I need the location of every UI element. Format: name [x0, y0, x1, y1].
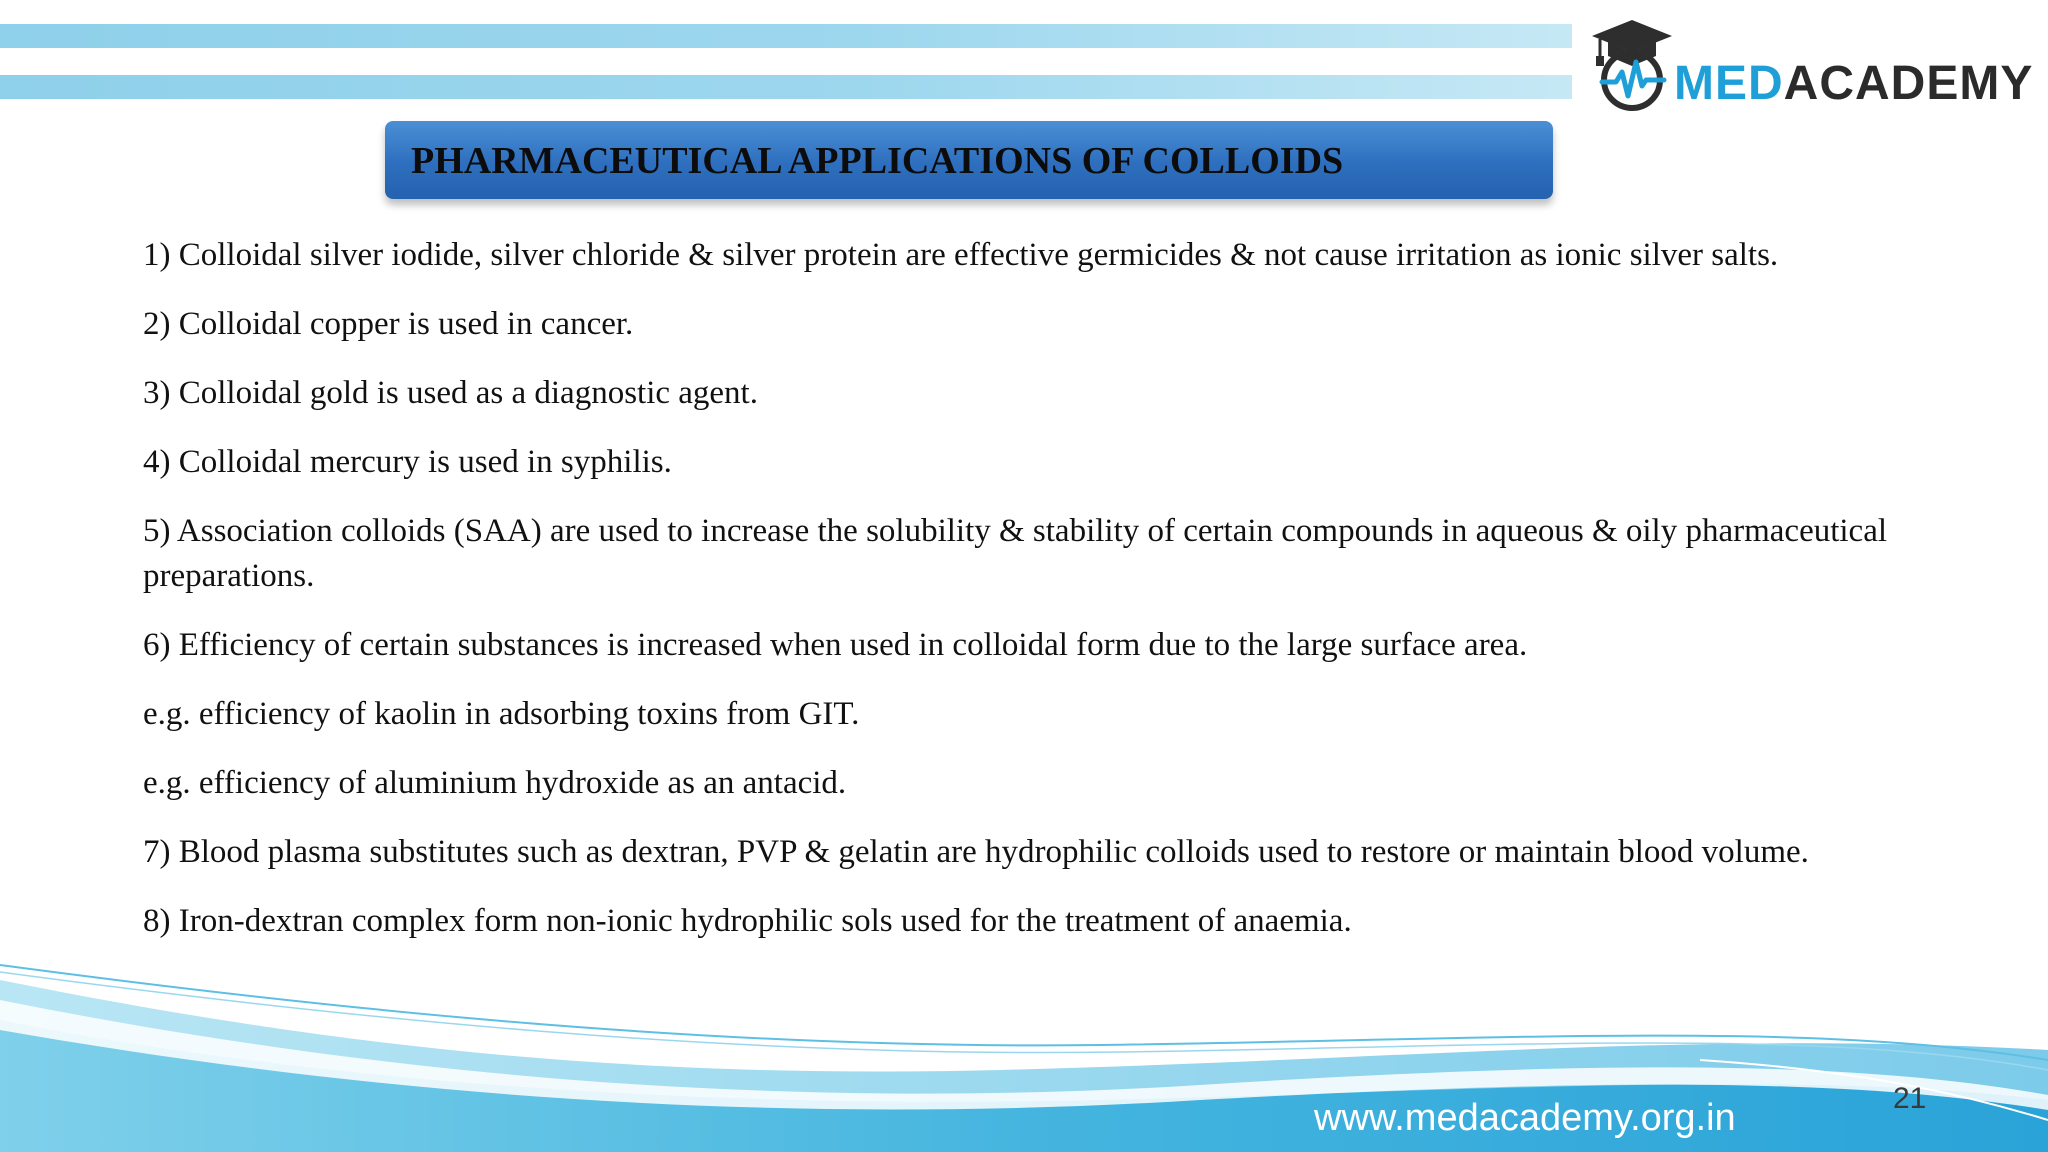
graduation-cap-icon	[1588, 12, 1678, 112]
list-item: e.g. efficiency of aluminium hydroxide as an antacid.	[143, 765, 847, 801]
logo-text-med: MED	[1674, 57, 1784, 110]
title-banner	[385, 121, 1553, 199]
page-number: 21	[1893, 1082, 1927, 1115]
footer-url: www.medacademy.org.in	[1314, 1097, 1736, 1139]
logo-text-academy: ACADEMY	[1783, 57, 2034, 110]
list-item: 1) Colloidal silver iodide, silver chloride & silver protein are effective germicides & not cause irritation as ionic silver salts.	[143, 237, 1779, 273]
list-item: 5) Association colloids (SAA) are used to increase the solubility & stability of certain compounds in aqueous & oily pharmaceutical preparations.	[143, 513, 1888, 594]
content-list	[143, 233, 1973, 968]
list-item: 8) Iron-dextran complex form non-ionic hydrophilic sols used for the treatment of anaemia.	[143, 903, 1352, 939]
top-decor-bar	[0, 75, 1572, 99]
logo-wordmark	[1674, 57, 2034, 110]
footer-wave	[0, 960, 2048, 1152]
list-item: 6) Efficiency of certain substances is increased when used in colloidal form due to the large surface area.	[143, 627, 1528, 663]
medacademy-logo	[1588, 12, 2038, 112]
slide-title: PHARMACEUTICAL APPLICATIONS OF COLLOIDS	[411, 140, 1344, 182]
list-item: 4) Colloidal mercury is used in syphilis.	[143, 444, 672, 480]
list-item: 2) Colloidal copper is used in cancer.	[143, 306, 634, 342]
list-item: e.g. efficiency of kaolin in adsorbing toxins from GIT.	[143, 696, 860, 732]
list-item: 3) Colloidal gold is used as a diagnostic agent.	[143, 375, 758, 411]
list-item: 7) Blood plasma substitutes such as dextran, PVP & gelatin are hydrophilic colloids used to restore or maintain blood volume.	[143, 834, 1809, 870]
top-decor-bar	[0, 24, 1572, 48]
